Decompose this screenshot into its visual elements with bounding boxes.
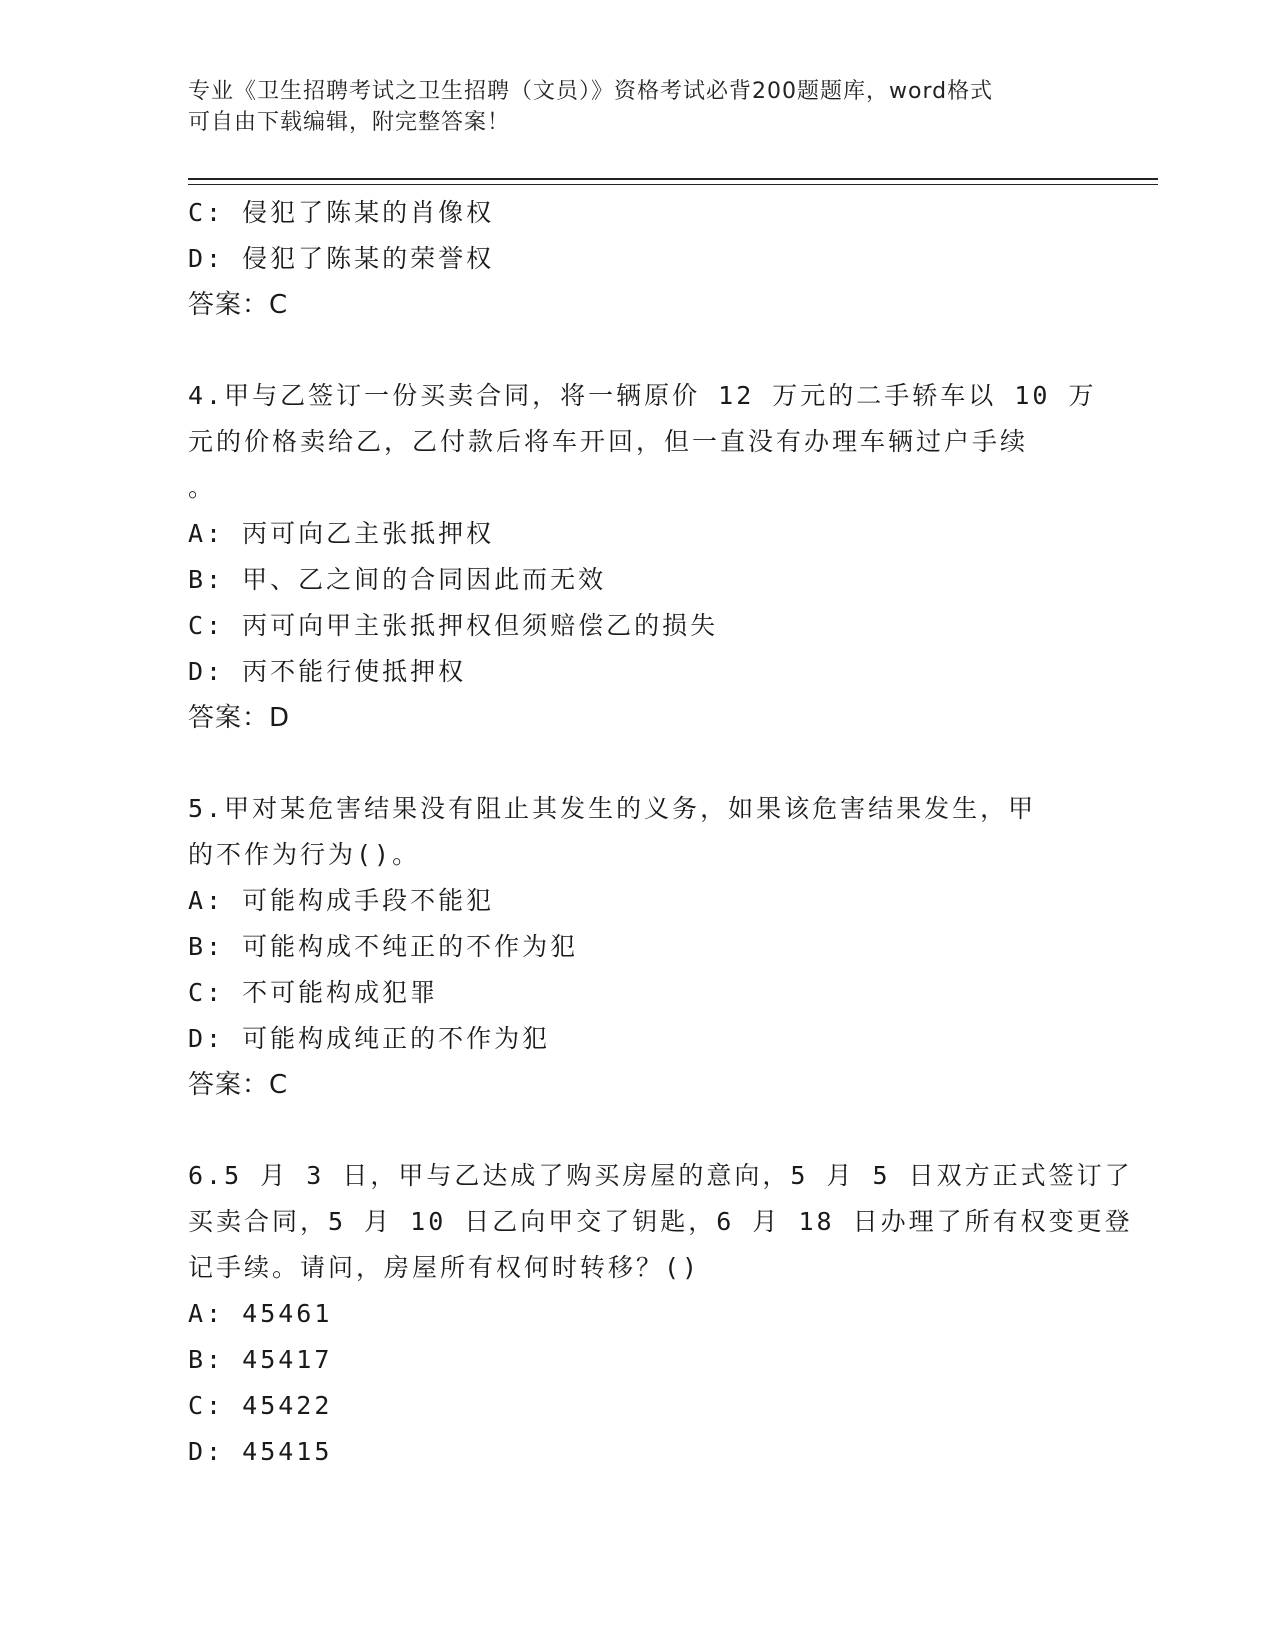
option-b: B: 可能构成不纯正的不作为犯: [188, 932, 579, 961]
option-d: D: 可能构成纯正的不作为犯: [188, 1024, 551, 1053]
spacer: [188, 741, 1088, 786]
option-a: A: 45461: [188, 1299, 333, 1328]
question-5-block: [188, 786, 1088, 1108]
question-stem-line: 。: [188, 473, 217, 502]
answer-text: 答案：C: [188, 1070, 289, 1100]
document-header: [188, 76, 1088, 138]
option-c: C: 侵犯了陈某的肖像权: [188, 198, 495, 227]
spacer: [188, 1108, 1088, 1153]
option-b: B: 甲、乙之间的合同因此而无效: [188, 565, 607, 594]
header-divider-thin: [188, 184, 1158, 185]
question-stem-line: 元的价格卖给乙，乙付款后将车开回，但一直没有办理车辆过户手续: [188, 427, 1029, 456]
question-6-block: [188, 1153, 1133, 1475]
question-4-block: [188, 373, 1097, 741]
header-title-line-1: 专业《卫生招聘考试之卫生招聘（文员）》资格考试必背200题题库，word格式: [188, 79, 994, 104]
answer-text: 答案：C: [188, 290, 289, 320]
option-d: D: 丙不能行使抵押权: [188, 657, 467, 686]
header-title-line-2: 可自由下载编辑，附完整答案！: [188, 110, 511, 135]
question-3-block: [188, 190, 1088, 328]
option-a: A: 丙可向乙主张抵押权: [188, 519, 495, 548]
question-stem-line: 5.甲对某危害结果没有阻止其发生的义务，如果该危害结果发生，甲: [188, 794, 1037, 823]
question-stem-line: 买卖合同，5 月 10 日乙向甲交了钥匙，6 月 18 日办理了所有权变更登: [188, 1207, 1133, 1236]
question-stem-line: 的不作为行为()。: [188, 840, 421, 869]
option-a: A: 可能构成手段不能犯: [188, 886, 495, 915]
question-stem-line: 记手续。请问，房屋所有权何时转移？(): [188, 1253, 701, 1282]
header-divider-thick: [188, 178, 1158, 180]
question-stem-line: 6.5 月 3 日，甲与乙达成了购买房屋的意向，5 月 5 日双方正式签订了: [188, 1161, 1133, 1190]
option-c: C: 45422: [188, 1391, 333, 1420]
spacer: [188, 328, 1088, 373]
option-b: B: 45417: [188, 1345, 333, 1374]
option-c: C: 丙可向甲主张抵押权但须赔偿乙的损失: [188, 611, 719, 640]
option-c: C: 不可能构成犯罪: [188, 978, 439, 1007]
option-d: D: 45415: [188, 1437, 333, 1466]
question-list: [188, 190, 1133, 1475]
question-stem-line: 4.甲与乙签订一份买卖合同，将一辆原价 12 万元的二手轿车以 10 万: [188, 381, 1097, 410]
option-d: D: 侵犯了陈某的荣誉权: [188, 244, 495, 273]
answer-text: 答案：D: [188, 703, 291, 733]
